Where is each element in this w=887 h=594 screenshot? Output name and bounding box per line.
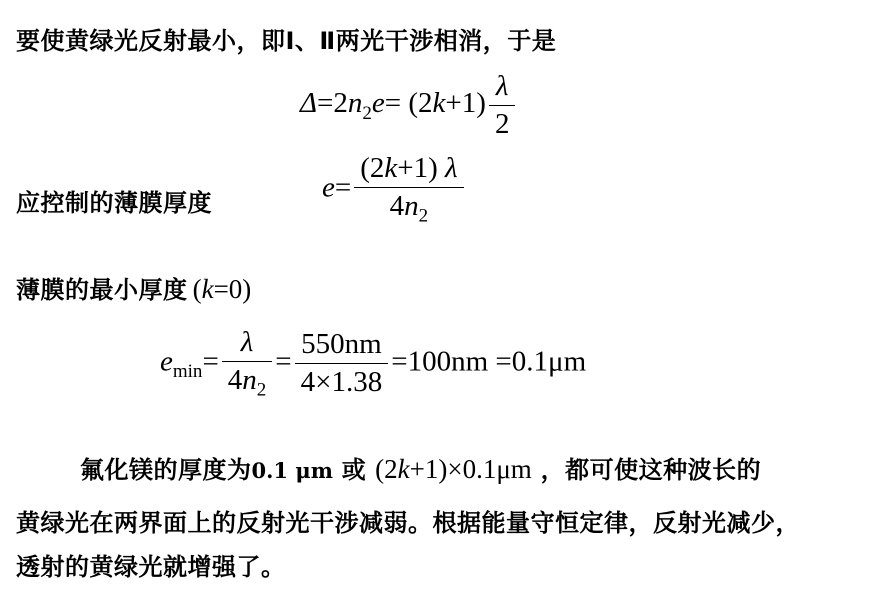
n-subscript: 2 [362,102,372,124]
min-thickness-label: 薄膜的最小厚度 [16,276,188,304]
equals-sign: = [334,171,352,204]
numerator-rest: +1) [397,152,438,184]
expr-open: (2 [375,454,398,484]
e-subscript: min [172,361,203,383]
lambda-over-two-fraction [489,70,516,141]
fraction-denominator: 2 [494,108,510,140]
n-symbol: n [347,87,363,120]
plus-one: +1 [445,87,477,120]
paren-close: ) [476,87,486,120]
condition-open: ( [192,274,202,304]
thickness-label: 应控制的薄膜厚度 [16,189,212,217]
e-symbol: e [322,171,335,204]
n-subscript: 2 [418,205,429,227]
para-text-e: ，都可使这种波长的 [531,456,762,484]
k-symbol: k [384,152,398,184]
result-value: =100nm =0.1μm [391,345,587,378]
numerator-open: (2 [360,152,385,184]
min-thickness-line [16,270,251,305]
n-symbol: n [242,364,257,396]
fraction-denominator: 4×1.38 [300,366,383,399]
coefficient: 2 [333,87,348,120]
para-expression [375,454,532,484]
k-symbol: k [432,87,446,120]
delta-symbol: Δ [300,87,318,120]
lambda-symbol: λ [445,152,458,184]
e-symbol: e [371,87,385,120]
expr-rest: +1)×0.1μm [409,454,532,484]
fraction-denominator [354,188,463,228]
k-symbol: k [201,274,214,304]
lambda-fraction [222,326,273,402]
intro-text: 要使黄绿光反射最小，即Ⅰ、Ⅱ两光干涉相消，于是 [16,27,557,55]
fraction-numerator: λ [222,326,273,362]
fraction-denominator [222,362,273,402]
thickness-fraction [354,152,463,228]
fraction-numerator: 550nm [295,328,389,364]
n-subscript: 2 [256,379,267,401]
n-symbol: n [404,190,419,222]
two-k-coefficient: 2 [418,87,433,120]
e-symbol: e [160,345,173,378]
para-text-or: 或 [332,456,376,484]
condition-rest: =0) [213,274,252,304]
denominator-coefficient: 4 [227,364,243,396]
paragraph-line-1 [80,450,761,485]
paragraph-line-3: 透射的黄绿光就增强了。 [16,553,286,581]
equals-sign: = [202,345,219,378]
para-value: 0.1 μm [251,458,333,483]
k-condition [193,274,252,304]
paren-open: ( [408,87,419,120]
min-thickness-equation [160,326,586,402]
equals-sign: = [275,345,292,378]
equals-sign: = [317,87,334,120]
k-symbol: k [397,454,410,484]
para-text-a: 氟化镁的厚度为 [80,456,252,484]
thickness-equation [322,152,467,228]
equals-sign: = [384,87,402,120]
denominator-coefficient: 4 [389,190,405,222]
numeric-fraction [295,328,389,399]
fraction-numerator: λ [489,70,516,106]
paragraph-line-2: 黄绿光在两界面上的反射光干涉减弱。根据能量守恒定律，反射光减少， [16,509,800,537]
path-difference-equation [300,70,518,141]
fraction-numerator [354,152,463,188]
